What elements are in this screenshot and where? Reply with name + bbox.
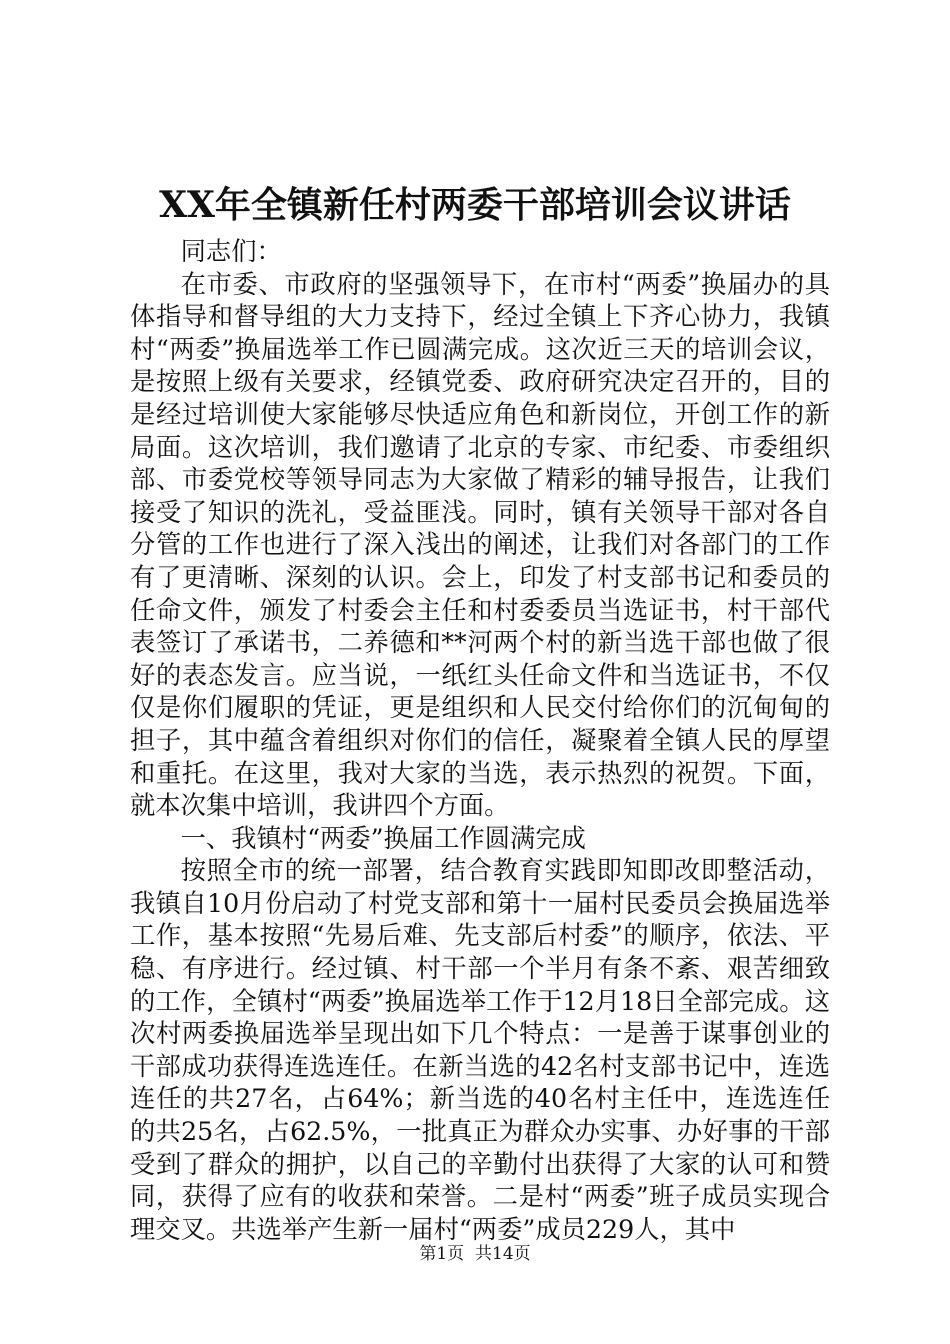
salutation-paragraph: 同志们： [180,237,282,266]
document-title: XX年全镇新任村两委干部培训会议讲话 [159,184,791,226]
page-total: 共14页 [475,1244,531,1264]
intro-paragraph: 在市委、市政府的坚强领导下，在市村“两委”换届办的具体指导和督导组的大力支持下，经过全镇上下齐心协力，我镇村“两委”换届选举工作已圆满完成。这次近三天的培训会议，是按照上级有关要求，经镇党委、政府研究决定召开的，目的是经过培训使大家能够尽快适应角色和新岗位，开创工作的新局面。这次培训，我们邀请了北京的专家、市纪委、市委组织部、市委党校等领导同志为大家做了精彩的辅导报告，让我们接受了知识的洗礼，受益匪浅。同时，镇有关领导干部对各自分管的工作也进行了深入浅出的阐述，让我们对各部门的工作有了更清晰、深刻的认识。会上，印发了村支部书记和委员的任命文件，颁发了村委会主任和村委委员当选证书，村干部代表签订了承诺书，二养德和**河两个村的新当选干部也做了很好的表态发言。应当说，一纸红头任命文件和当选证书，不仅仅是你们履职的凭证，更是组织和人民交付给你们的沉甸甸的担子，其中蕴含着组织对你们的信任，凝聚着全镇人民的厚望和重托。在这里，我对大家的当选，表示热烈的祝贺。下面，就本次集中培训，我讲四个方面。 [130,269,830,821]
footer-spacer [464,1244,475,1264]
document-body [130,236,830,1246]
page-number: 第1页 [419,1244,465,1264]
section-paragraph: 按照全市的统一部署，结合教育实践即知即改即整活动，我镇自10月份启动了村党支部和第十一届村民委员会换届选举工作，基本按照“先易后难、先支部后村委”的顺序，依法、平稳、有序进行。经过镇、村干部一个半月有条不紊、艰苦细致的工作，全镇村“两委”换届选举工作于12月18日全部完成。这次村两委换届选举呈现出如下几个特点：一是善于谋事创业的干部成功获得连选连任。在新当选的42名村支部书记中，连选连任的共27名，占64%；新当选的40名村主任中，连选连任的共25名，占62.5%，一批真正为群众办实事、办好事的干部受到了群众的拥护，以自己的辛勤付出获得了大家的认可和赞同，获得了应有的收获和荣誉。二是村“两委”班子成员实现合理交叉。共选举产生新一届村“两委”成员229人，其中 [130,856,830,1244]
section-heading: 一、我镇村“两委”换届工作圆满完成 [180,823,586,853]
page-footer [0,1243,950,1265]
